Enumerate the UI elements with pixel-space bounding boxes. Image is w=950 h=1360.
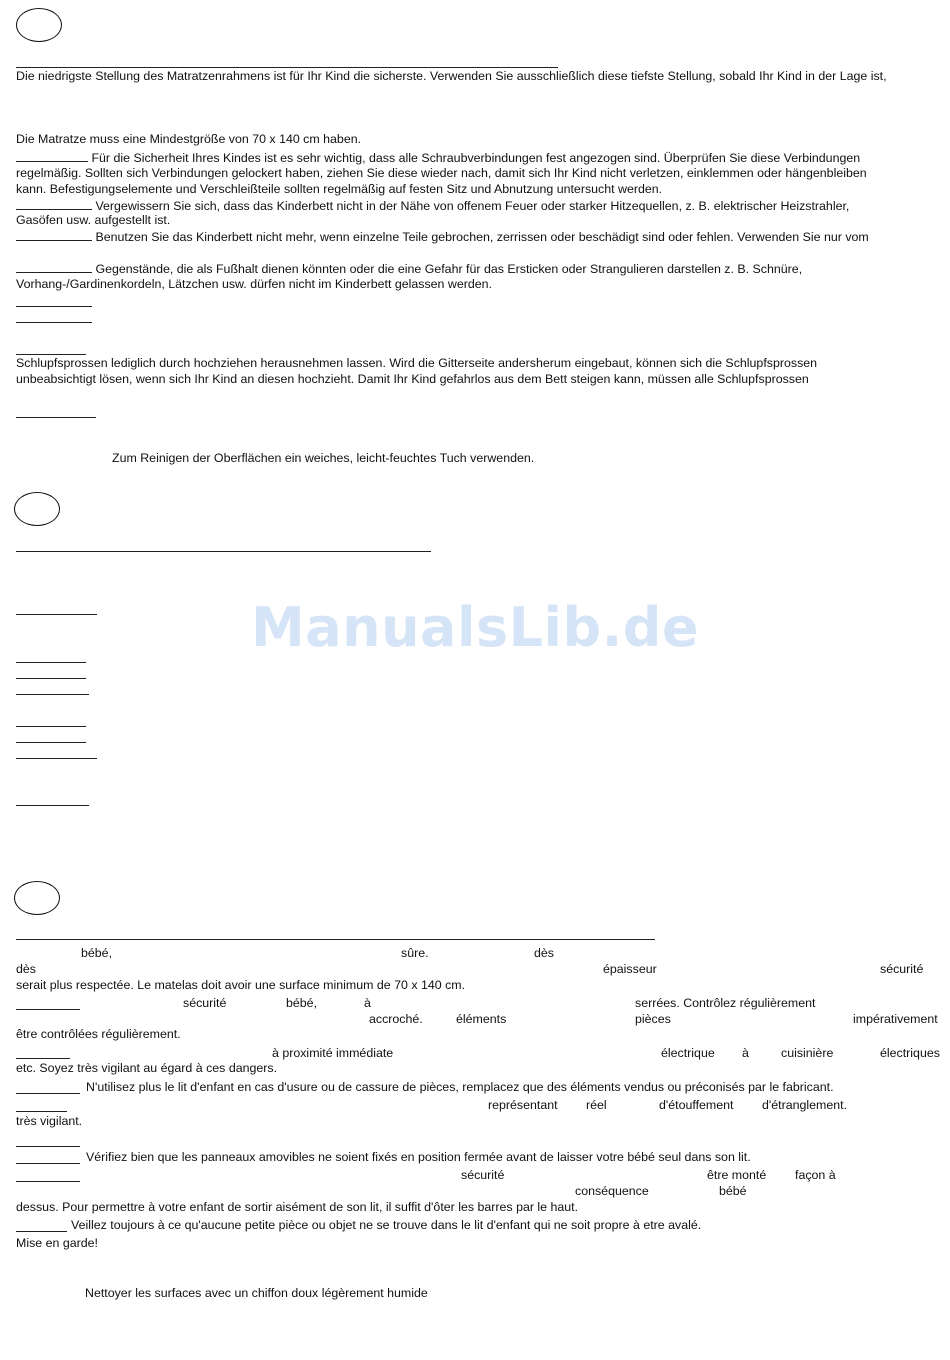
- watermark: ManualsLib.de: [250, 596, 700, 659]
- fr-warning-label: Mise en garde!: [16, 1236, 98, 1250]
- section-marker-3: [14, 881, 60, 915]
- de-paragraph-rungs-line-1: Schlupfsprossen lediglich durch hochziehen herausnehmen lassen. Wird die Gitterseite andersherum eingebaut, können sich die Schlupfsprossen: [16, 356, 818, 370]
- blank-line: [16, 726, 86, 727]
- blank-line: [16, 306, 92, 307]
- de-paragraph-lowest-position: Die niedrigste Stellung des Matratzenrahmens ist für Ihr Kind die sicherste. Verwenden Sie ausschließlich diese tiefste Stellung, sobald Ihr Kind in der Lage ist,: [16, 69, 887, 83]
- fr-word: conséquence: [575, 1184, 649, 1198]
- de-paragraph-broken-parts: [16, 229, 869, 244]
- blank-line: [16, 229, 92, 241]
- fr-line-dangers: etc. Soyez très vigilant au égard à ces dangers.: [16, 1061, 278, 1075]
- blank-line: [16, 198, 92, 210]
- blank-line: [16, 1093, 80, 1094]
- de-strangulation-line-2: Vorhang-/Gardinenkordeln, Lätzchen usw. dürfen nicht im Kinderbett gelassen werden.: [16, 277, 492, 291]
- fr-line-bars: dessus. Pour permettre à votre enfant de sortir aisément de son lit, il suffit d'ôter les barres par le haut.: [16, 1200, 579, 1214]
- fr-word: éléments: [456, 1012, 507, 1026]
- fr-line-small-parts: Veillez toujours à ce qu'aucune petite pièce ou objet ne se trouve dans le lit d'enfant qui ne soit propre à etre avalé.: [71, 1218, 702, 1232]
- fr-word: dès: [16, 962, 36, 976]
- fr-word: cuisinière: [781, 1046, 834, 1060]
- de-cleaning-note: Zum Reinigen der Oberflächen ein weiches, leicht-feuchtes Tuch verwenden.: [112, 451, 535, 465]
- de-heat-line-1: Vergewissern Sie sich, dass das Kinderbett nicht in der Nähe von offenem Feuer oder starker Hitzequellen, z. B. elektrischer Heizstrahler,: [92, 199, 850, 213]
- blank-line: [16, 1181, 80, 1182]
- fr-word: électrique: [661, 1046, 715, 1060]
- fr-word: serrées. Contrôlez régulièrement: [635, 996, 816, 1010]
- de-broken-parts-text: Benutzen Sie das Kinderbett nicht mehr, wenn einzelne Teile gebrochen, zerrissen oder beschädigt sind oder fehlen. Verwenden Sie nur vom: [92, 230, 869, 244]
- fr-word: d'étouffement: [659, 1098, 734, 1112]
- blank-line: [16, 694, 89, 695]
- de-screws-line-1: Für die Sicherheit Ihres Kindes ist es sehr wichtig, dass alle Schraubverbindungen fest angezogen sind. Überprüfen Sie diese Verbindungen: [88, 151, 861, 165]
- fr-line-controls: être contrôlées régulièrement.: [16, 1027, 181, 1041]
- fr-word: électriques: [880, 1046, 940, 1060]
- fr-line-vigilant: très vigilant.: [16, 1114, 83, 1128]
- fr-word: sécurité: [880, 962, 924, 976]
- heading-rule-2: [16, 551, 431, 552]
- blank-line: [16, 758, 97, 759]
- de-heat-line-2: Gasöfen usw. aufgestellt ist.: [16, 213, 171, 227]
- fr-word: à: [742, 1046, 749, 1060]
- blank-line: [16, 322, 92, 323]
- fr-word: bébé: [719, 1184, 747, 1198]
- blank-line: [16, 417, 96, 418]
- de-paragraph-strangulation: [16, 261, 802, 276]
- fr-word: dès: [534, 946, 554, 960]
- fr-word: épaisseur: [603, 962, 657, 976]
- blank-line: [16, 1111, 67, 1112]
- de-paragraph-mattress-size: Die Matratze muss eine Mindestgröße von 70 x 140 cm haben.: [16, 132, 362, 146]
- fr-cleaning-note: Nettoyer les surfaces avec un chiffon doux légèrement humide: [85, 1286, 428, 1300]
- blank-line: [16, 742, 86, 743]
- blank-line: [16, 1009, 80, 1010]
- section-marker-2: [14, 492, 60, 526]
- de-paragraph-screws: [16, 150, 860, 165]
- blank-line: [16, 614, 97, 615]
- blank-line: [16, 1163, 80, 1164]
- blank-line: [16, 662, 86, 663]
- fr-word: façon à: [795, 1168, 836, 1182]
- de-strangulation-line-1: Gegenstände, die als Fußhalt dienen könnten oder die eine Gefahr für das Ersticken oder Strangulieren darstellen z. B. Schnüre,: [92, 262, 803, 276]
- de-screws-line-3: kann. Befestigungselemente und Verschleißteile sollten regelmäßig auf festen Sitz und Abnutzung untersucht werden.: [16, 182, 663, 196]
- fr-word: d'étranglement.: [762, 1098, 848, 1112]
- de-screws-line-2: regelmäßig. Sollten sich Verbindungen gelockert haben, ziehen Sie diese wieder nach, damit sich Ihr Kind nicht verletzen, einklemmen oder hängenbleiben: [16, 166, 867, 180]
- fr-word: réel: [586, 1098, 607, 1112]
- fr-line-mattress: serait plus respectée. Le matelas doit avoir une surface minimum de 70 x 140 cm.: [16, 978, 466, 992]
- fr-word: bébé,: [286, 996, 318, 1010]
- blank-line: [16, 678, 86, 679]
- blank-line: [16, 1058, 70, 1059]
- section-marker-1: [16, 8, 62, 42]
- fr-word: sécurité: [183, 996, 227, 1010]
- blank-line: [16, 805, 89, 806]
- fr-word: pièces: [635, 1012, 671, 1026]
- blank-line: [16, 1231, 67, 1232]
- blank-line: [16, 1146, 80, 1147]
- de-paragraph-rungs-line-2: unbeabsichtigt lösen, wenn sich Ihr Kind an diesen hochzieht. Damit Ihr Kind gefahrlos aus dem Bett steigen kann, müssen alle Schlupfsprossen: [16, 372, 809, 386]
- fr-word: sécurité: [461, 1168, 505, 1182]
- fr-line-worn-parts: N'utilisez plus le lit d'enfant en cas d'usure ou de cassure de pièces, remplacez que des éléments vendus ou préconisés par le fabricant.: [86, 1080, 834, 1094]
- de-paragraph-heat: [16, 198, 849, 213]
- fr-word: bébé,: [81, 946, 113, 960]
- heading-rule-1: [16, 67, 558, 68]
- heading-rule-3: [16, 939, 655, 940]
- blank-line: [16, 261, 92, 273]
- blank-line: [16, 150, 88, 162]
- fr-word: sûre.: [401, 946, 429, 960]
- blank-line: [16, 354, 86, 355]
- fr-word: représentant: [488, 1098, 558, 1112]
- fr-word: être monté: [707, 1168, 767, 1182]
- fr-word: à: [364, 996, 371, 1010]
- fr-line-panels: Vérifiez bien que les panneaux amovibles ne soient fixés en position fermée avant de laisser votre bébé seul dans son lit.: [86, 1150, 751, 1164]
- fr-word: accroché.: [369, 1012, 423, 1026]
- fr-word: à proximité immédiate: [272, 1046, 394, 1060]
- fr-word: impérativement: [853, 1012, 938, 1026]
